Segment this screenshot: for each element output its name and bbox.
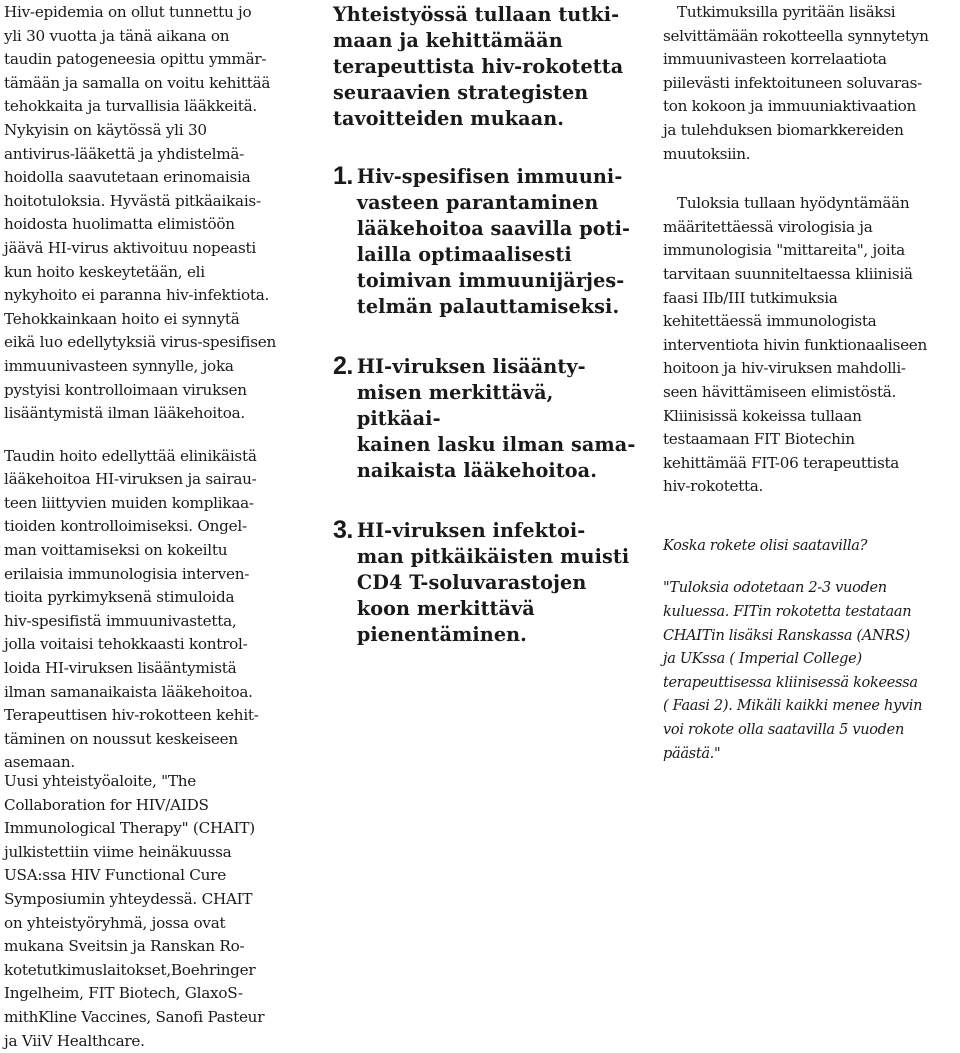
interview-question: Koska rokete olisi saatavilla?	[663, 537, 868, 554]
goal-text: HI-viruksen infektoi- man pitkäikäisten muisti CD4 T-soluvarastojen koon merkittävä pienentäminen.	[356, 519, 630, 646]
column-1	[4, 0, 304, 1050]
paragraph-epidemic-history: Hiv-epidemia on ollut tunnettu jo yli 30 vuotta ja tänä aikana on taudin patogeneesia opittu ymmär- tämään ja samalla on voitu kehittää tehokkaita ja turvallisia lääkkeitä. Nykyisin on käytössä yli 30 antivirus-lääkettä ja yhdistelmä- hoidolla saavutetaan erinomaisia hoitotuloksia. Hyvästä pitkäaikais- hoidosta huolimatta elimistöön jäävä HI-virus aktivoituu nopeasti kun hoito keskeytetään, eli nykyhoito ei paranna hiv-infektiota. Tehokkainkaan hoito ei synnytä eikä luo edellytyksiä virus-spesifisen immuunivasteen synnylle, joka pystyisi kontrolloimaan viruksen lisääntymistä ilman lääkehoitoa.	[4, 3, 277, 423]
paragraph-chait-collaboration: Uusi yhteistyöaloite, "The Collaboration for HIV/AIDS Immunological Therapy" (CHAIT) julkistettiin viime heinäkuussa USA:ssa HIV Functional Cure Symposiumin yhteydessä. CHAIT on yhteistyöryhmä, jossa ovat mukana Sveitsin ja Ranskan Ro- kotetutkimuslaitokset,Boehringer Ingelheim, FIT Biotech, GlaxoS- mithKline Vaccines, Sanofi Pasteur ja ViiV Healthcare.	[4, 772, 265, 1050]
goal-number: 1.	[333, 162, 353, 190]
goal-text: HI-viruksen lisäänty- misen merkittävä, pitkäai- kainen lasku ilman sama- naikaista lääkehoitoa.	[356, 355, 636, 482]
goal-item-3	[333, 518, 638, 648]
paragraph-research-aims: Tutkimuksilla pyritään lisäksi selvittämään rokotteella synnytetyn immuunivasteen korrelaatiota piilevästi infektoituneen soluvaras- ton kokoon ja immuuniaktivaation ja tulehduksen biomarkkereiden muutoksiin.	[663, 3, 929, 163]
paragraph-treatment-need: Taudin hoito edellyttää elinikäistä lääkehoitoa HI-viruksen ja sairau- teen liittyvien muiden komplikaa- tioiden kontrolloimiseksi. Ongel- man voittamiseksi on kokeiltu erilaisia immunologisia interven- tioita pyrkimyksenä stimuloida hiv-spesifistä immuunivastetta, jolla voitaisi tehokkaasti kontrol- loida HI-viruksen lisääntymistä ilman samanaikaista lääkehoitoa. Terapeuttisen hiv-rokotteen kehit- täminen on noussut keskeiseen asemaan.	[4, 446, 259, 772]
paragraph-results-usage: Tuloksia tullaan hyödyntämään määritettäessä virologisia ja immunologisia "mittareita", joita tarvitaan suunniteltaessa kliinisiä faasi IIb/III tutkimuksia kehitettäessä immunologista interventiota hivin funktionaaliseen hoitoon ja hiv-viruksen mahdolli- seen hävittämiseen elimistöstä. Kliinisissä kokeissa tullaan testaamaan FIT Biotechin kehittämää FIT-06 terapeuttista hiv-rokotetta.	[663, 194, 927, 496]
interview-answer: "Tuloksia odotetaan 2-3 vuoden kuluessa. FITin rokotetta testataan CHAITin lisäksi Ranskassa (ANRS) ja UKssa ( Imperial College) terapeuttisessa kliinisessä kokeessa ( Faasi 2). Mikäli kaikki menee hyvin voi rokote olla saatavilla 5 vuoden päästä."	[663, 580, 923, 762]
goal-item-2	[333, 354, 638, 484]
column-2	[333, 0, 638, 648]
goal-text: Hiv-spesifisen immuuni- vasteen parantaminen lääkehoitoa saavilla poti- lailla optimaalisesti toimivan immuunijärjes- telmän palauttamiseksi.	[356, 165, 631, 318]
column-3	[663, 0, 960, 766]
goal-number: 2.	[333, 352, 353, 380]
goal-item-1	[333, 164, 638, 320]
goals-intro-heading: Yhteistyössä tullaan tutki- maan ja kehittämään terapeuttista hiv-rokotetta seuraavien strategisten tavoitteiden mukaan.	[333, 3, 624, 130]
goal-number: 3.	[333, 516, 353, 544]
